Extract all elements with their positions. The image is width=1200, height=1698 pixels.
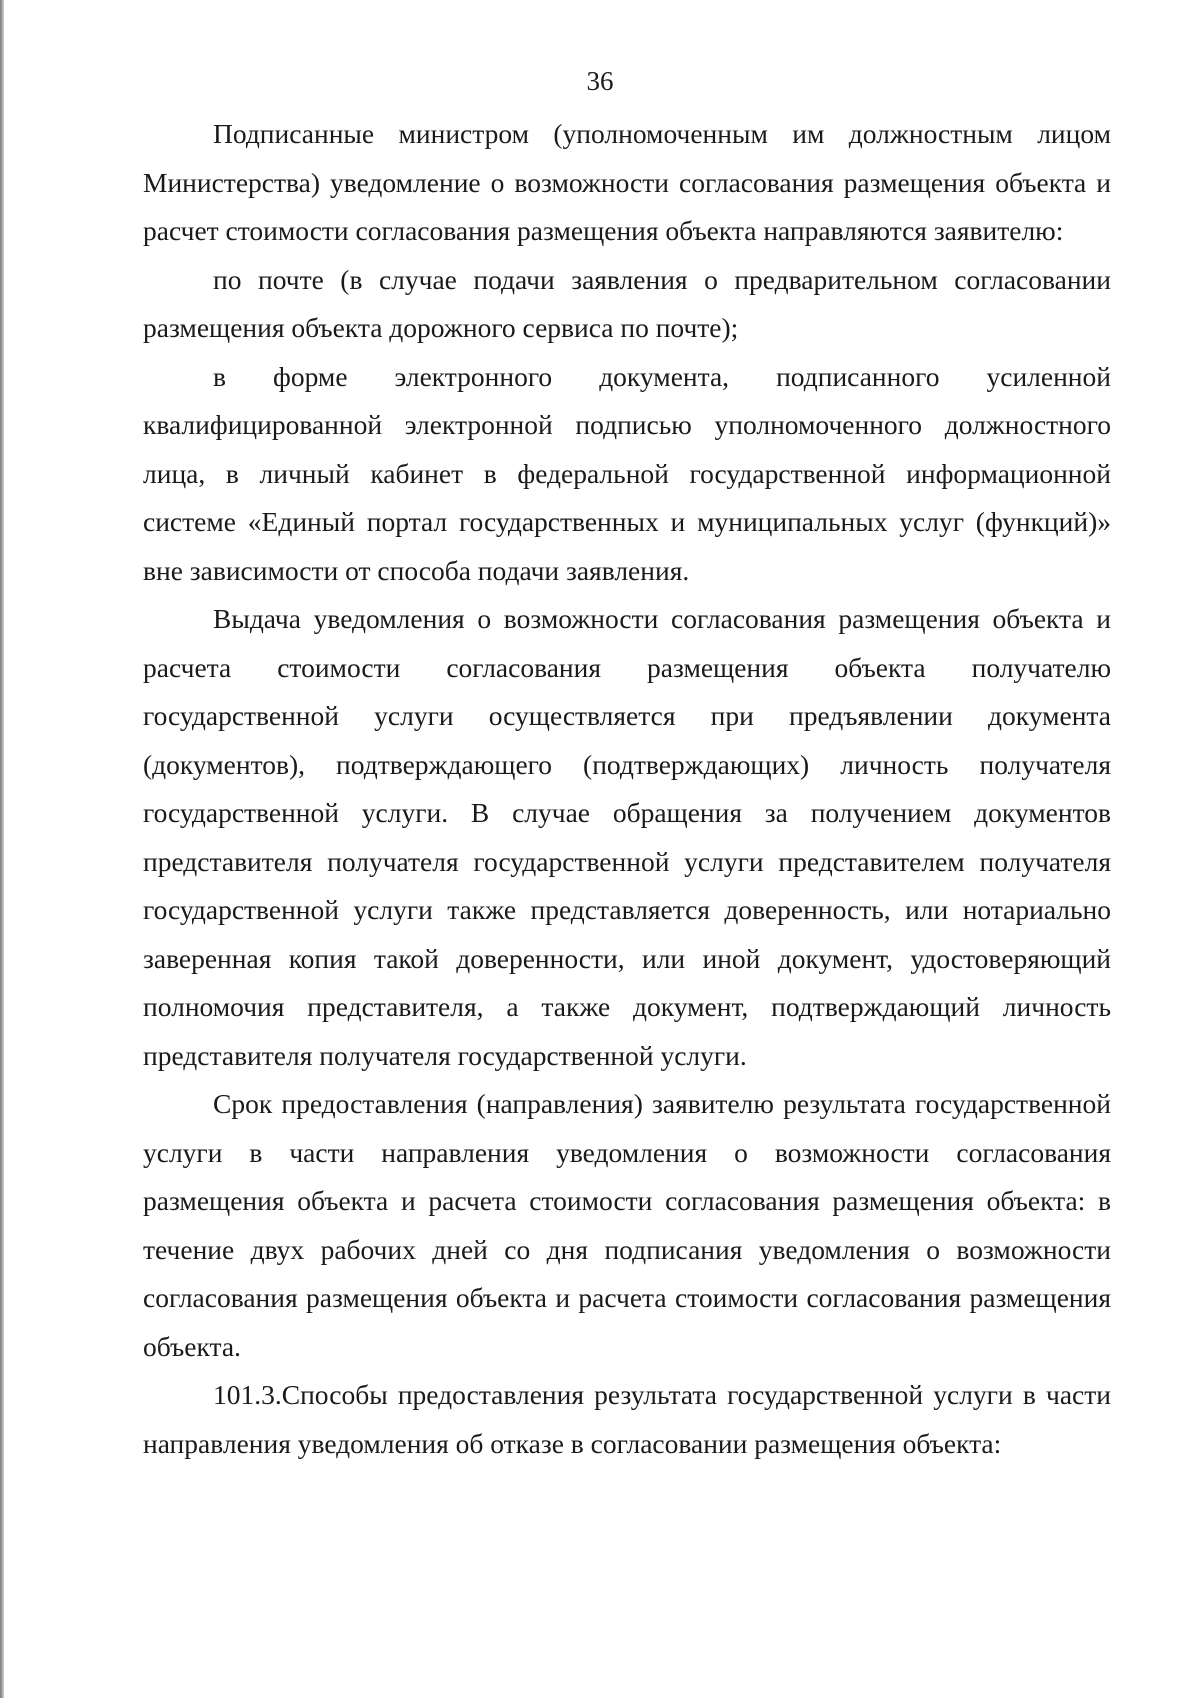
paragraph-notification-sent: Подписанные министром (уполномоченным им должностным лицом Министерства) уведомление о возможности согласования размещения объекта и расчет стоимости согласования размещения объекта направляются заявителю: — [143, 118, 1111, 246]
paragraph-by-mail: по почте (в случае подачи заявления о предварительном согласовании размещения объекта дорожного сервиса по почте); — [143, 263, 1111, 343]
page-number: 36 — [586, 66, 614, 96]
paragraph-section-101-3: 101.3.Способы предоставления результата государственной услуги в части направления уведомления об отказе в согласовании размещения объекта: — [143, 1379, 1111, 1459]
paragraph-deadline: Срок предоставления (направления) заявителю результата государственной услуги в части направления уведомления о возможности согласования размещения объекта и расчета стоимости согласования размещения объекта: в течение двух рабочих дней со дня подписания уведомления о возможности согласования размещения объекта и расчета стоимости согласования размещения объекта. — [143, 1088, 1111, 1362]
paragraph-issuance: Выдача уведомления о возможности согласования размещения объекта и расчета стоимости согласования размещения объекта получателю государственной услуги осуществляется при предъявлении документа (документов), подтверждающего (подтверждающих) личность получателя государственной услуги. В случае обращения за получением документов представителя получателя государственной услуги представителем получателя государственной услуги также представляется доверенность, или нотариально заверенная копия такой доверенности, или иной документ, удостоверяющий полномочия представителя, а также документ, подтверждающий личность представителя получателя государственной услуги. — [143, 603, 1111, 1071]
document-body — [143, 110, 1111, 1468]
paragraph-electronic-form: в форме электронного документа, подписанного усиленной квалифицированной электронной подписью уполномоченного должностного лица, в личный кабинет в федеральной государственной информационной системе «Единый портал государственных и муниципальных услуг (функций)» вне зависимости от способа подачи заявления. — [143, 360, 1111, 586]
